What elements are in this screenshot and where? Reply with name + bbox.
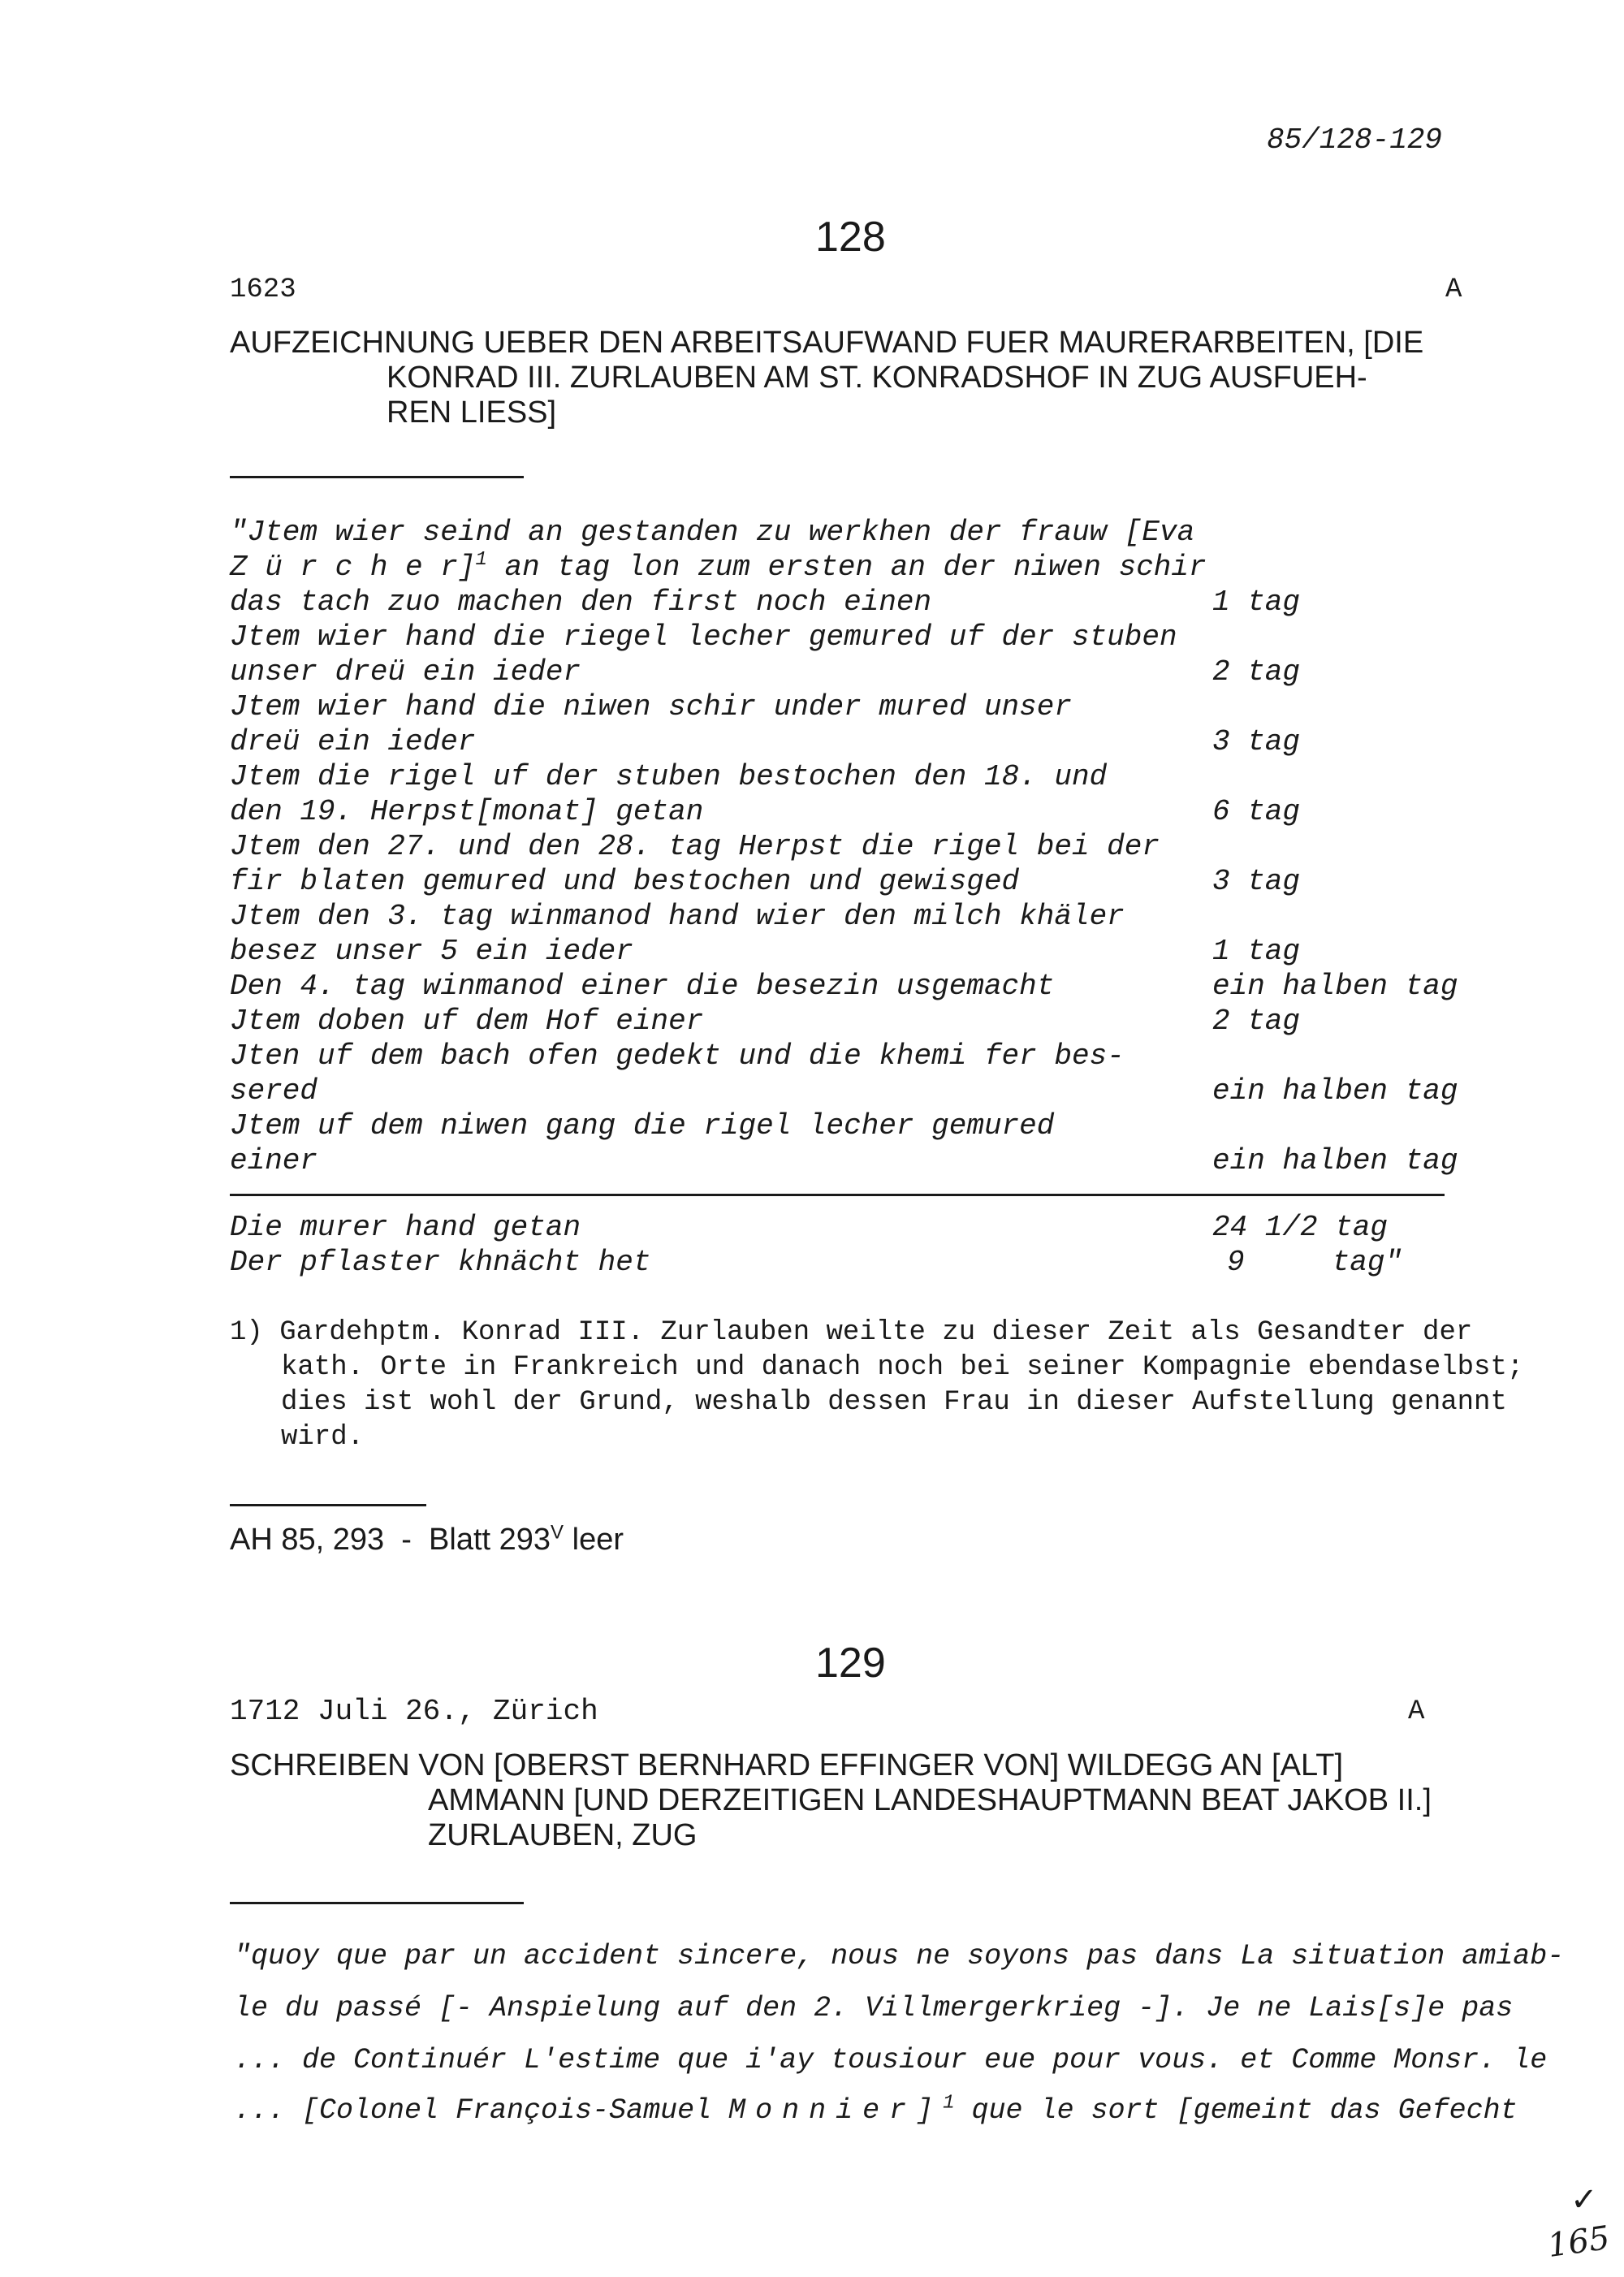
total-row [230,1246,1448,1281]
total-amount: 24 1/2 tag [1212,1211,1389,1244]
entry-text: Jtem den 3. tag winmanod hand wier den milch khäler [230,900,1125,933]
blatt-reference: Blatt 293 [429,1523,551,1557]
entry-amount: 3 tag [1212,865,1301,898]
title-divider [230,476,524,478]
entry-amount: ein halben tag [1212,1144,1458,1177]
footnote-line: 1) Gardehptm. Konrad III. Zurlauben weilte zu dieser Zeit als Gesandter der [230,1317,1473,1348]
entry-text: Jtem den 27. und den 28. tag Herpst die rigel bei der [230,830,1160,863]
entry-row [230,1109,1448,1144]
page-reference: 85/128-129 [1267,123,1443,157]
entry-row [230,725,1448,760]
document-date-place: 1712 Juli 26., Zürich [230,1695,598,1728]
entry-row [230,655,1448,690]
entry-text: das tach zuo machen den first noch einen [230,585,932,619]
text-line: ... de Continuér L'estime que i'ay tousiour eue pour vous. et Comme Monsr. le [234,2044,1548,2076]
entry-amount: 2 tag [1212,655,1301,689]
total-row [230,1211,1448,1246]
total-text: Die murer hand getan [230,1211,581,1244]
verso-marker: V [551,1521,564,1544]
entry-text: sered [230,1074,318,1108]
entry-row [230,760,1448,795]
blatt-note: leer [564,1523,624,1557]
entry-amount: 3 tag [1212,725,1301,758]
entry-text: fir blaten gemured und bestochen und gewisged [230,865,1020,898]
entry-row [230,865,1448,900]
handwritten-folio-number: 165 [1545,2219,1613,2266]
entry-row [230,1005,1448,1039]
entry-amount: 1 tag [1212,935,1301,968]
entry-amount: 2 tag [1212,1005,1301,1038]
title-line: ZURLAUBEN, ZUG [428,1818,698,1852]
entry-text: Jtem uf dem niwen gang die rigel lecher gemured [230,1109,1055,1143]
entry-text: unser dreü ein ieder [230,655,581,689]
total-text: Der pflaster khnächt het [230,1246,651,1279]
entry-row [230,620,1448,655]
footnote-marker: 1 [943,2092,955,2115]
entry-amount: 1 tag [1212,585,1301,619]
source-dash: - [401,1523,412,1557]
entry-row [230,516,1448,551]
entry-text: Jtem die rigel uf der stuben bestochen den 18. und [230,760,1108,793]
entry-row [230,1144,1458,1179]
entry-row [230,585,1448,620]
entry-row [230,795,1448,830]
entry-text: Den 4. tag winmanod einer die besezin usgemacht [230,970,1055,1003]
source-reference [230,1522,624,1558]
document-number-128: 128 [815,214,886,261]
handwritten-check: ✓ [1570,2181,1598,2219]
text-segment: ... [Colonel François-Samuel [234,2094,729,2127]
entry-amount: ein halben tag [1212,970,1458,1003]
title-line: REN LIESS] [387,395,557,430]
entry-row [230,830,1448,865]
entry-text [230,551,1207,585]
entry-text: Jtem wier hand die niwen schir under mured unser [230,690,1072,724]
entry-row [230,690,1448,725]
title-line: AUFZEICHNUNG UEBER DEN ARBEITSAUFWAND FUER MAURERARBEITEN, [DIE [230,326,1424,360]
original-marker: A [1445,274,1462,305]
text-line: le du passé [- Anspielung auf den 2. Villmergerkrieg -]. Je ne Lais[s]e pas [234,1992,1514,2024]
entry-name-spaced: Z ü r c h e r] [230,551,476,584]
document-number-129: 129 [815,1640,886,1687]
document-date: 1623 [230,274,296,305]
entry-amount: 6 tag [1212,795,1301,828]
entry-text-tail: an tag lon zum ersten an der niwen schir [486,551,1207,584]
source-divider [230,1504,426,1506]
entry-row [230,551,1448,585]
archive-reference: AH 85, 293 [230,1523,385,1557]
entry-text: dreü ein ieder [230,725,476,758]
text-segment: que le sort [gemeint das Gefecht [954,2094,1518,2127]
entry-row [230,1074,1458,1109]
text-line: "quoy que par un accident sincere, nous ne soyons pas dans La situation amiab- [234,1940,1565,1972]
footnote-line: dies ist wohl der Grund, weshalb dessen Frau in dieser Aufstellung genannt [281,1387,1507,1418]
footnote-line: wird. [281,1422,365,1453]
entry-row [230,900,1448,935]
title-divider [230,1902,524,1904]
footnote-line: kath. Orte in Frankreich und danach noch bei seiner Kompagnie ebendaselbst; [281,1352,1524,1383]
entry-text: Jten uf dem bach ofen gedekt und die khemi fer bes- [230,1039,1125,1073]
title-line: AMMANN [UND DERZEITIGEN LANDESHAUPTMANN BEAT JAKOB II.] [428,1783,1432,1817]
entry-row [230,970,1458,1005]
title-line: SCHREIBEN VON [OBERST BERNHARD EFFINGER VON] WILDEGG AN [ALT] [230,1748,1344,1782]
person-name-spaced: Monnier] [728,2094,944,2127]
entry-text: den 19. Herpst[monat] getan [230,795,704,828]
totals-divider [230,1194,1445,1196]
entry-row [230,1039,1448,1074]
entry-text: Jtem wier hand die riegel lecher gemured uf der stuben [230,620,1177,654]
entry-text: "Jtem wier seind an gestanden zu werkhen der frauw [Eva [230,516,1195,549]
text-line [234,2093,1518,2128]
entry-text: Jtem doben uf dem Hof einer [230,1005,704,1038]
entry-text: besez unser 5 ein ieder [230,935,633,968]
entry-text: einer [230,1144,318,1177]
footnote-marker: 1 [475,549,487,571]
total-amount: 9 tag" [1227,1246,1403,1279]
entry-row [230,935,1448,970]
entry-amount: ein halben tag [1212,1074,1458,1108]
title-line: KONRAD III. ZURLAUBEN AM ST. KONRADSHOF IN ZUG AUSFUEH- [387,361,1367,395]
original-marker: A [1408,1696,1425,1727]
